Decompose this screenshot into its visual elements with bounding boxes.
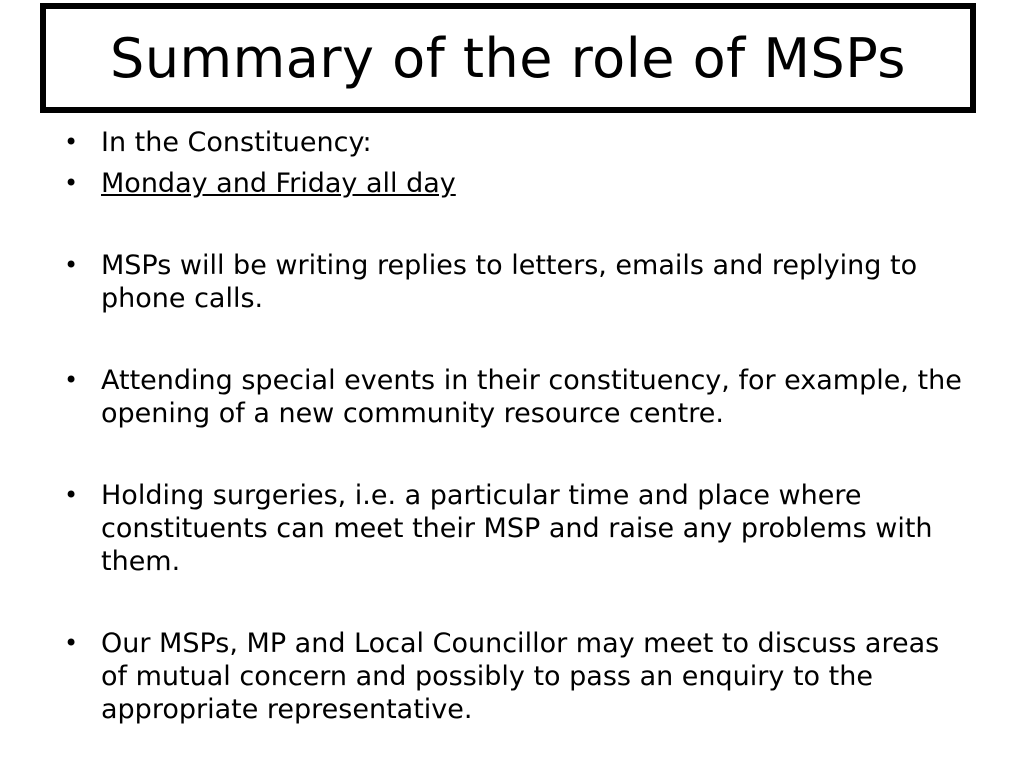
bullet-dot-icon: • (64, 251, 79, 279)
slide-title-box (40, 3, 976, 113)
bullet-item (64, 126, 964, 159)
bullet-dot-icon: • (64, 366, 79, 394)
bullet-item (64, 627, 964, 726)
bullet-item (64, 167, 964, 200)
bullet-text: MSPs will be writing replies to letters, emails and replying to phone calls. (101, 250, 918, 314)
bullet-item (64, 249, 964, 315)
bullet-dot-icon: • (64, 629, 79, 657)
bullet-text-underlined: Monday and Friday all day (101, 168, 456, 199)
bullet-list (64, 126, 964, 726)
bullet-dot-icon: • (64, 481, 79, 509)
bullet-item (64, 479, 964, 578)
bullet-dot-icon: • (64, 128, 79, 156)
bullet-item (64, 364, 964, 430)
bullet-dot-icon: • (64, 169, 79, 197)
bullet-text: Attending special events in their constituency, for example, the opening of a new community resource centre. (101, 365, 962, 429)
bullet-text: Our MSPs, MP and Local Councillor may meet to discuss areas of mutual concern and possibly to pass an enquiry to the appropriate representative. (101, 628, 940, 725)
slide-title: Summary of the role of MSPs (110, 26, 906, 90)
bullet-text: Holding surgeries, i.e. a particular time and place where constituents can meet their MSP and raise any problems with them. (101, 480, 933, 577)
bullet-text: In the Constituency: (101, 127, 372, 158)
